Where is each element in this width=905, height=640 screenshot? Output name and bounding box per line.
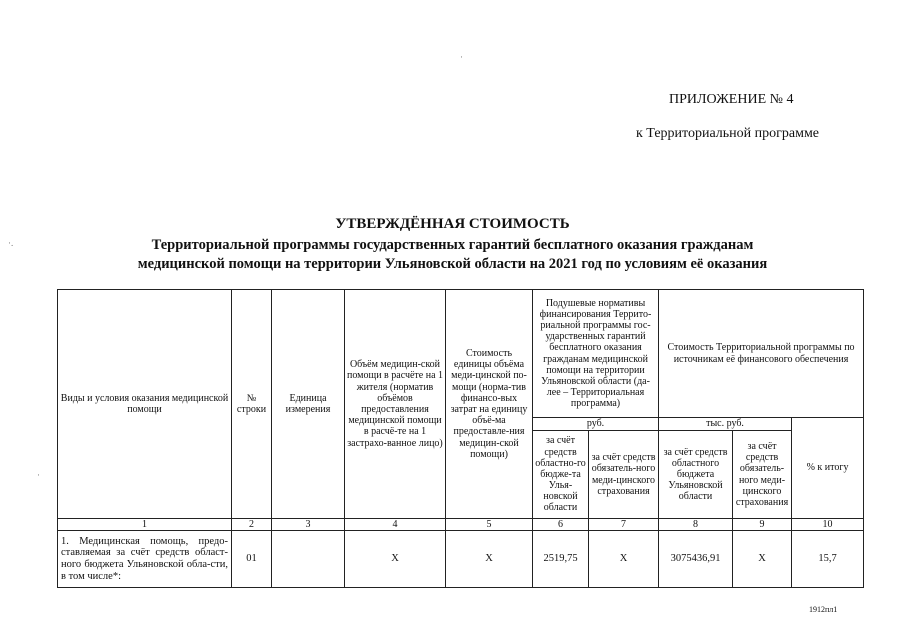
- column-numbers-row: [58, 519, 864, 531]
- column-number: 6: [533, 519, 589, 531]
- header-unit-thousand-rub: тыс. руб.: [659, 418, 792, 431]
- column-number: 8: [659, 519, 733, 531]
- row-unit: [272, 531, 345, 588]
- header-percent-total: % к итогу: [792, 418, 864, 519]
- table-row: [58, 531, 864, 588]
- row-oms-thousand: Х: [733, 531, 792, 588]
- row-volume: Х: [345, 531, 446, 588]
- document-subtitle-line2: медицинской помощи на территории Ульяновской области на 2021 год по условиям её оказания: [137, 256, 768, 272]
- document-subtitle-line1: Территориальной программы государственных гарантий бесплатного оказания гражданам: [151, 237, 754, 253]
- header-oms-thousand: за счёт средств обязатель-ного меди-цинского страхования: [733, 431, 792, 519]
- header-oms-rub: за счёт средств обязатель-ного меди-цинского страхования: [589, 431, 659, 519]
- row-oms-rub: Х: [589, 531, 659, 588]
- scan-speck: ·.: [8, 238, 14, 248]
- header-regional-budget-thousand: за счёт средств областного бюджета Ульяновской области: [659, 431, 733, 519]
- column-number: 5: [446, 519, 533, 531]
- appendix-reference: к Территориальной программе: [636, 126, 820, 141]
- header-unit: Единица измерения: [272, 290, 345, 519]
- column-number: 1: [58, 519, 232, 531]
- header-unit-cost: Стоимость единицы объёма меди-цинской по-мощи (норма-тив финансо-вых затрат на единицу объё-ма предоставле-ния медицин-ской помощи): [446, 290, 533, 519]
- row-regional-budget-thousand: 3075436,91: [659, 531, 733, 588]
- column-number: 9: [733, 519, 792, 531]
- header-row-number: № строки: [232, 290, 272, 519]
- row-number: 01: [232, 531, 272, 588]
- header-program-cost: Стоимость Территориальной программы по источникам её финансового обеспечения: [659, 290, 864, 418]
- document-title: УТВЕРЖДЁННАЯ СТОИМОСТЬ: [335, 216, 570, 232]
- row-unit-cost: Х: [446, 531, 533, 588]
- header-unit-rub: руб.: [533, 418, 659, 431]
- column-number: 10: [792, 519, 864, 531]
- row-percent-total: 15,7: [792, 531, 864, 588]
- column-number: 4: [345, 519, 446, 531]
- document-code: 1912пл1: [809, 605, 838, 614]
- column-number: 3: [272, 519, 345, 531]
- scan-speck: ·: [37, 470, 40, 480]
- appendix-label: ПРИЛОЖЕНИЕ № 4: [669, 92, 794, 107]
- row-description: 1. Медицинская помощь, предо-ставляемая за счёт средств област-ного бюджета Ульяновской обла-сти, в том числе*:: [58, 531, 232, 588]
- cost-table: [57, 289, 864, 588]
- row-regional-budget-rub: 2519,75: [533, 531, 589, 588]
- header-care-types: Виды и условия оказания медицинской помощи: [58, 290, 232, 519]
- header-regional-budget-rub: за счёт средств областно-го бюдже-та Улья-новской области: [533, 431, 589, 519]
- header-volume: Объём медицин-ской помощи в расчёте на 1 жителя (норматив объёмов предоставления медицинской помощи в расчё-те на 1 застрахо-ванное лицо): [345, 290, 446, 519]
- scan-speck: ·: [460, 52, 463, 62]
- header-per-capita-norms: Подушевые нормативы финансирования Террито-риальной программы гос-ударственных гарантий бесплатного оказания гражданам медицинской помощи на территории Ульяновской области (да-лее – Территориальная программа): [533, 290, 659, 418]
- column-number: 2: [232, 519, 272, 531]
- column-number: 7: [589, 519, 659, 531]
